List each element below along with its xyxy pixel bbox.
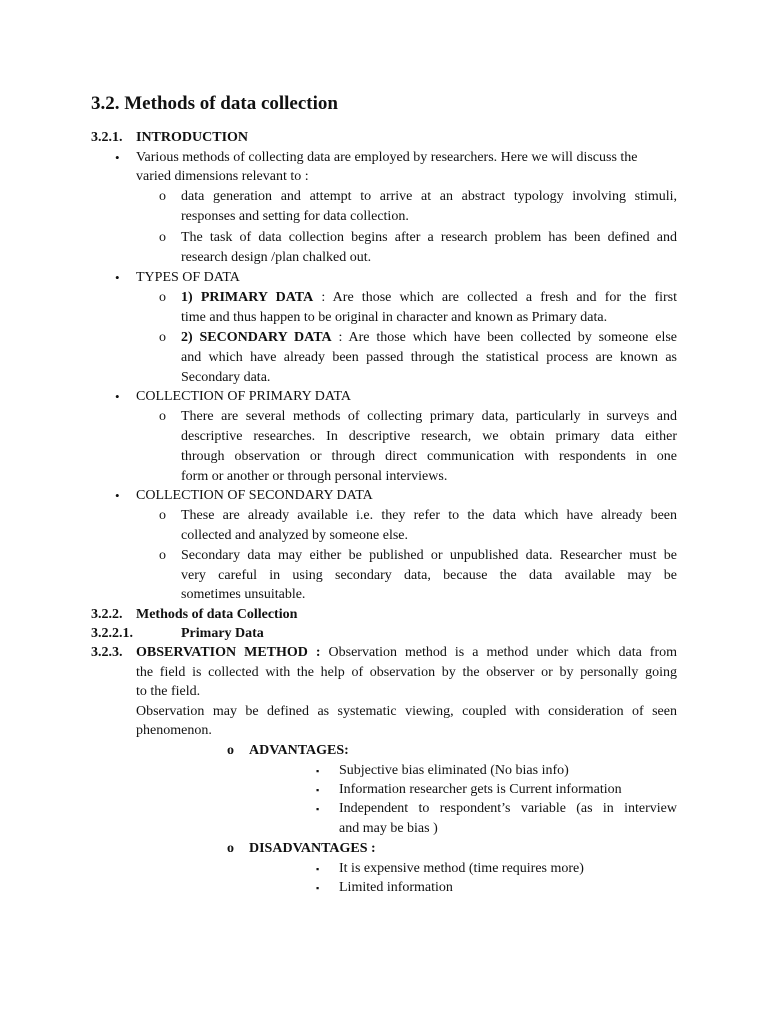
square-bullet-icon: ▪ [316, 766, 320, 776]
primary-subsection-number: 3.2.2.1. [91, 626, 133, 641]
intro-number: 3.2.1. [91, 130, 123, 145]
square-bullet-icon: ▪ [316, 785, 320, 795]
observation-number: 3.2.3. [91, 645, 123, 660]
observation-line-4: Observation may be defined as systematic viewing, coupled with consideration of seen [136, 704, 677, 719]
collection-secondary-b-line-1: Secondary data may either be published or unpublished data. Researcher must be [181, 548, 677, 563]
square-bullet-icon: ▪ [316, 883, 320, 893]
circle-bullet-icon: o [159, 330, 166, 345]
page-title: 3.2. Methods of data collection [91, 93, 338, 114]
secondary-data-line-1 [181, 328, 677, 348]
primary-data-text: : Are those which are collected a fresh and for the first [321, 290, 677, 305]
methods-heading: Methods of data Collection [136, 607, 298, 622]
primary-subsection-heading: Primary Data [181, 626, 264, 641]
circle-bullet-icon: o [159, 189, 166, 204]
collection-secondary-heading: COLLECTION OF SECONDARY DATA [136, 488, 373, 503]
collection-primary-line-1: There are several methods of collecting primary data, particularly in surveys and [181, 409, 677, 424]
observation-heading: OBSERVATION METHOD : [136, 645, 321, 660]
secondary-data-label: 2) SECONDARY DATA [181, 330, 332, 345]
collection-primary-line-2: descriptive researches. In descriptive research, we obtain primary data either [181, 429, 677, 444]
secondary-data-text: : Are those which have been collected by someone else [338, 330, 678, 345]
methods-number: 3.2.2. [91, 607, 123, 622]
bullet-icon: • [115, 270, 120, 285]
circle-bullet-icon: o [227, 743, 234, 758]
secondary-data-line-2: and which have already been passed through the statistical process are known as [181, 350, 677, 365]
square-bullet-icon: ▪ [316, 864, 320, 874]
disadvantages-heading: DISADVANTAGES : [249, 841, 376, 856]
circle-bullet-icon: o [227, 841, 234, 856]
types-heading: TYPES OF DATA [136, 270, 240, 285]
intro-sub2-line-2: research design /plan chalked out. [181, 250, 372, 265]
observation-line-3: to the field. [136, 684, 201, 699]
collection-primary-line-4: form or another or through personal interviews. [181, 469, 448, 484]
disadvantage-item-2: Limited information [339, 880, 453, 895]
secondary-data-line-3: Secondary data. [181, 370, 271, 385]
intro-sub1-line-2: responses and setting for data collection. [181, 209, 409, 224]
bullet-icon: • [115, 389, 120, 404]
collection-secondary-a-line-1: These are already available i.e. they refer to the data which have already been [181, 508, 677, 523]
observation-line-2: the field is collected with the help of observation by the observer or by personally going [136, 665, 677, 680]
bullet-icon: • [115, 150, 120, 165]
intro-sub1-line-1: data generation and attempt to arrive at an abstract typology involving stimuli, [181, 189, 677, 204]
disadvantage-item-1: It is expensive method (time requires more) [339, 861, 584, 876]
collection-primary-heading: COLLECTION OF PRIMARY DATA [136, 389, 351, 404]
bullet-icon: • [115, 488, 120, 503]
primary-data-line-2: time and thus happen to be original in character and known as Primary data. [181, 310, 608, 325]
observation-line-1 [136, 643, 677, 663]
square-bullet-icon: ▪ [316, 804, 320, 814]
collection-secondary-b-line-2: very careful in using secondary data, because the data available may be [181, 568, 677, 583]
advantage-item-3-line-2: and may be bias ) [339, 821, 438, 836]
collection-secondary-a-line-2: collected and analyzed by someone else. [181, 528, 409, 543]
collection-primary-line-3: through observation or through direct communication with respondents in one [181, 449, 677, 464]
circle-bullet-icon: o [159, 409, 166, 424]
observation-text: Observation method is a method under which data from [328, 645, 677, 660]
advantages-heading: ADVANTAGES: [249, 743, 349, 758]
intro-heading: INTRODUCTION [136, 130, 249, 145]
primary-data-line-1 [181, 288, 677, 308]
collection-secondary-b-line-3: sometimes unsuitable. [181, 587, 306, 602]
circle-bullet-icon: o [159, 230, 166, 245]
circle-bullet-icon: o [159, 508, 166, 523]
primary-data-label: 1) PRIMARY DATA [181, 290, 314, 305]
intro-sub2-line-1: The task of data collection begins after a research problem has been defined and [181, 230, 677, 245]
circle-bullet-icon: o [159, 548, 166, 563]
advantage-item-2: Information researcher gets is Current information [339, 782, 622, 797]
intro-bullet-line-2: varied dimensions relevant to : [136, 169, 309, 184]
intro-bullet-line-1: Various methods of collecting data are employed by researchers. Here we will discuss the [136, 150, 638, 165]
observation-line-5: phenomenon. [136, 723, 212, 738]
circle-bullet-icon: o [159, 290, 166, 305]
advantage-item-1: Subjective bias eliminated (No bias info) [339, 763, 569, 778]
advantage-item-3-line-1: Independent to respondent’s variable (as in interview [339, 801, 677, 816]
